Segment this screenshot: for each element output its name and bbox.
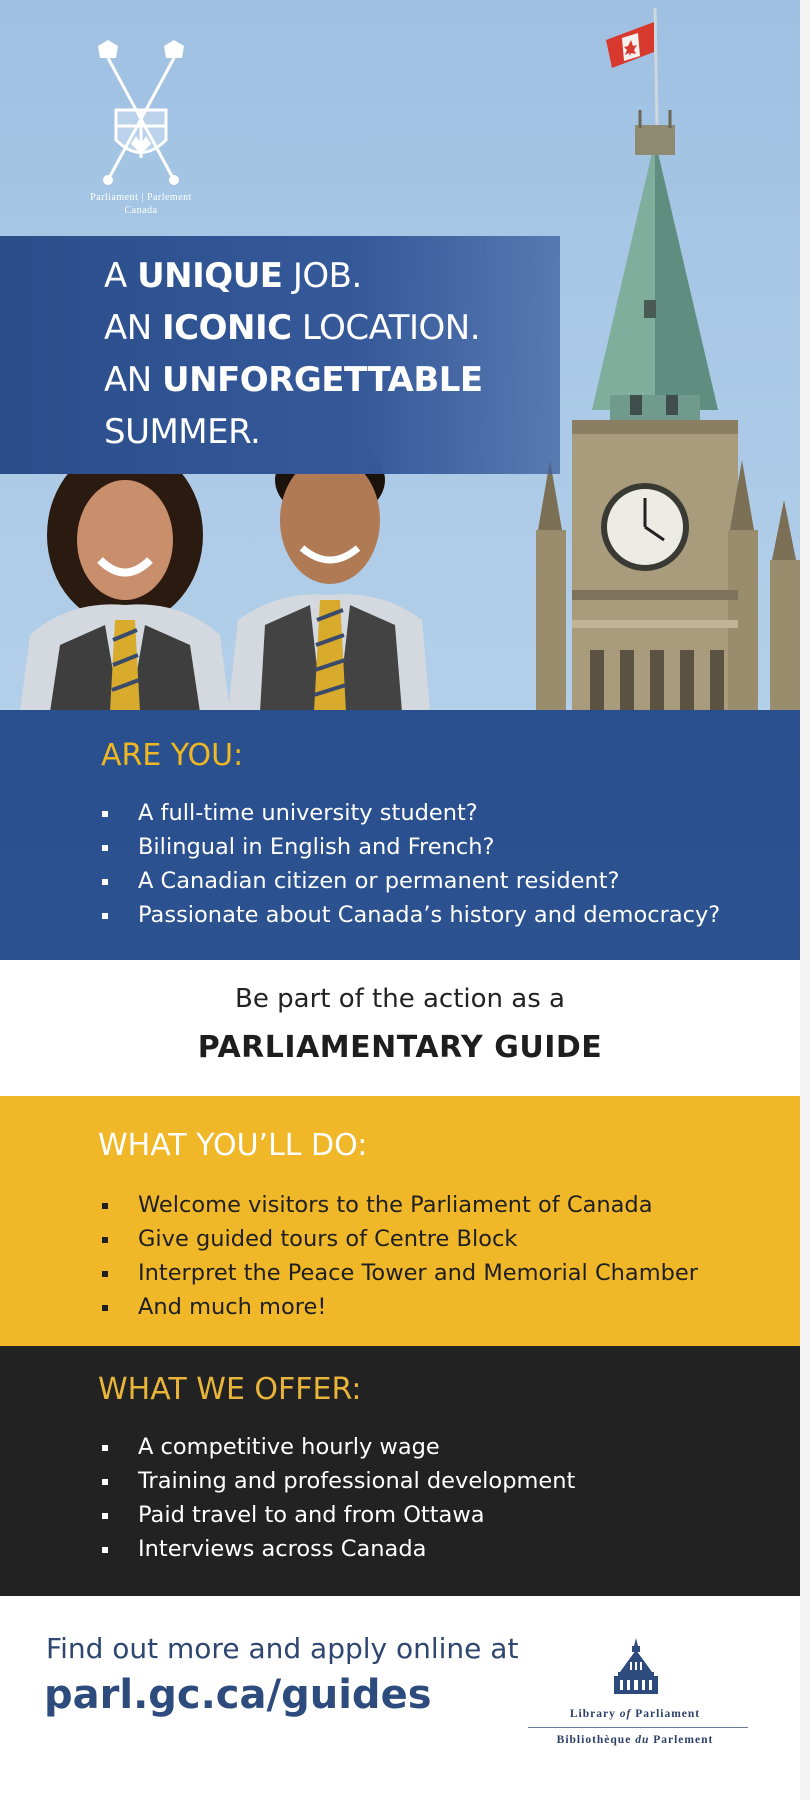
page-edge (800, 0, 810, 1800)
list-item (100, 796, 720, 830)
what-we-offer-list (100, 1430, 575, 1566)
list-item (100, 1532, 575, 1566)
list-item-text: Interpret the Peace Tower and Memorial Chamber (138, 1260, 699, 1286)
parliament-logo (66, 40, 216, 220)
headline-1-pre: A (104, 256, 138, 296)
apply-url-link[interactable]: parl.gc.ca/guides (44, 1672, 432, 1718)
bullet-icon (102, 1305, 108, 1311)
list-item-text: Interviews across Canada (138, 1536, 427, 1562)
list-item (100, 1290, 698, 1324)
list-item (100, 1464, 575, 1498)
bullet-icon (102, 1445, 108, 1451)
library-en-part1: Library (569, 1708, 620, 1720)
are-you-title: ARE YOU: (101, 738, 244, 773)
list-item-text: Paid travel to and from Ottawa (138, 1502, 485, 1528)
library-fr-part3: Parlement (649, 1734, 714, 1746)
headline-1-bold: UNIQUE (137, 256, 283, 296)
library-building-icon (612, 1638, 660, 1694)
bullet-icon (102, 913, 108, 919)
list-item-text: Bilingual in English and French? (138, 834, 495, 860)
list-item-text: Welcome visitors to the Parliament of Canada (138, 1192, 653, 1218)
crest-caption-line1: Parliament | Parlement (90, 192, 192, 203)
list-item (100, 830, 720, 864)
bullet-icon (102, 1271, 108, 1277)
library-en-part3: Parliament (631, 1708, 701, 1720)
list-item (100, 1256, 698, 1290)
list-item (100, 1222, 698, 1256)
headline-2-bold: ICONIC (162, 308, 292, 348)
crest-caption-line2: Canada (124, 205, 158, 216)
bullet-icon (102, 1513, 108, 1519)
headline-3-bold: UNFORGETTABLE (162, 360, 483, 400)
library-fr-part1: Bibliothèque (556, 1734, 636, 1746)
list-item-text: Training and professional development (138, 1468, 576, 1494)
apply-prompt: Find out more and apply online at (46, 1632, 519, 1665)
are-you-section (0, 710, 800, 960)
bullet-icon (102, 1479, 108, 1485)
headline-2-post: LOCATION. (291, 308, 481, 348)
list-item-text: Give guided tours of Centre Block (138, 1226, 518, 1252)
list-item (100, 1430, 575, 1464)
bullet-icon (102, 1203, 108, 1209)
footer (0, 1596, 800, 1800)
what-we-offer-section (0, 1346, 800, 1596)
library-name-fr (500, 1734, 770, 1746)
hero-banner (0, 0, 800, 712)
middle-intro-text: Be part of the action as a (235, 984, 565, 1014)
role-title: PARLIAMENTARY GUIDE (197, 1030, 603, 1065)
headline-1-post: JOB. (282, 256, 362, 296)
list-item (100, 864, 720, 898)
are-you-list (100, 796, 720, 932)
headline-2-pre: AN (104, 308, 162, 348)
what-we-offer-title: WHAT WE OFFER: (98, 1372, 362, 1407)
library-fr-part2: du (635, 1734, 650, 1746)
what-youll-do-section (0, 1096, 800, 1346)
bullet-icon (102, 811, 108, 817)
parliament-crest-icon (86, 40, 196, 190)
list-item-text: A Canadian citizen or permanent resident? (138, 868, 620, 894)
list-item-text: A full-time university student? (138, 800, 478, 826)
library-name-en (500, 1708, 770, 1720)
headline-line-3 (104, 360, 483, 400)
what-youll-do-title: WHAT YOU’LL DO: (98, 1128, 368, 1163)
bullet-icon (102, 1547, 108, 1553)
canada-flag-icon (606, 22, 654, 68)
headline-line-1 (104, 256, 362, 296)
bullet-icon (102, 845, 108, 851)
list-item-text: Passionate about Canada’s history and democracy? (138, 902, 721, 928)
list-item-text: A competitive hourly wage (138, 1434, 440, 1460)
list-item (100, 1498, 575, 1532)
headline-line-4: SUMMER. (104, 412, 261, 452)
headline-line-2 (104, 308, 480, 348)
headline-3-pre: AN (104, 360, 162, 400)
bullet-icon (102, 879, 108, 885)
list-item (100, 1188, 698, 1222)
library-en-part2: of (619, 1708, 632, 1720)
what-youll-do-list (100, 1188, 698, 1324)
list-item (100, 898, 720, 932)
library-divider (528, 1727, 748, 1728)
bullet-icon (102, 1237, 108, 1243)
cta-middle-section (0, 960, 800, 1096)
guides-photo (10, 440, 480, 712)
list-item-text: And much more! (138, 1294, 327, 1320)
